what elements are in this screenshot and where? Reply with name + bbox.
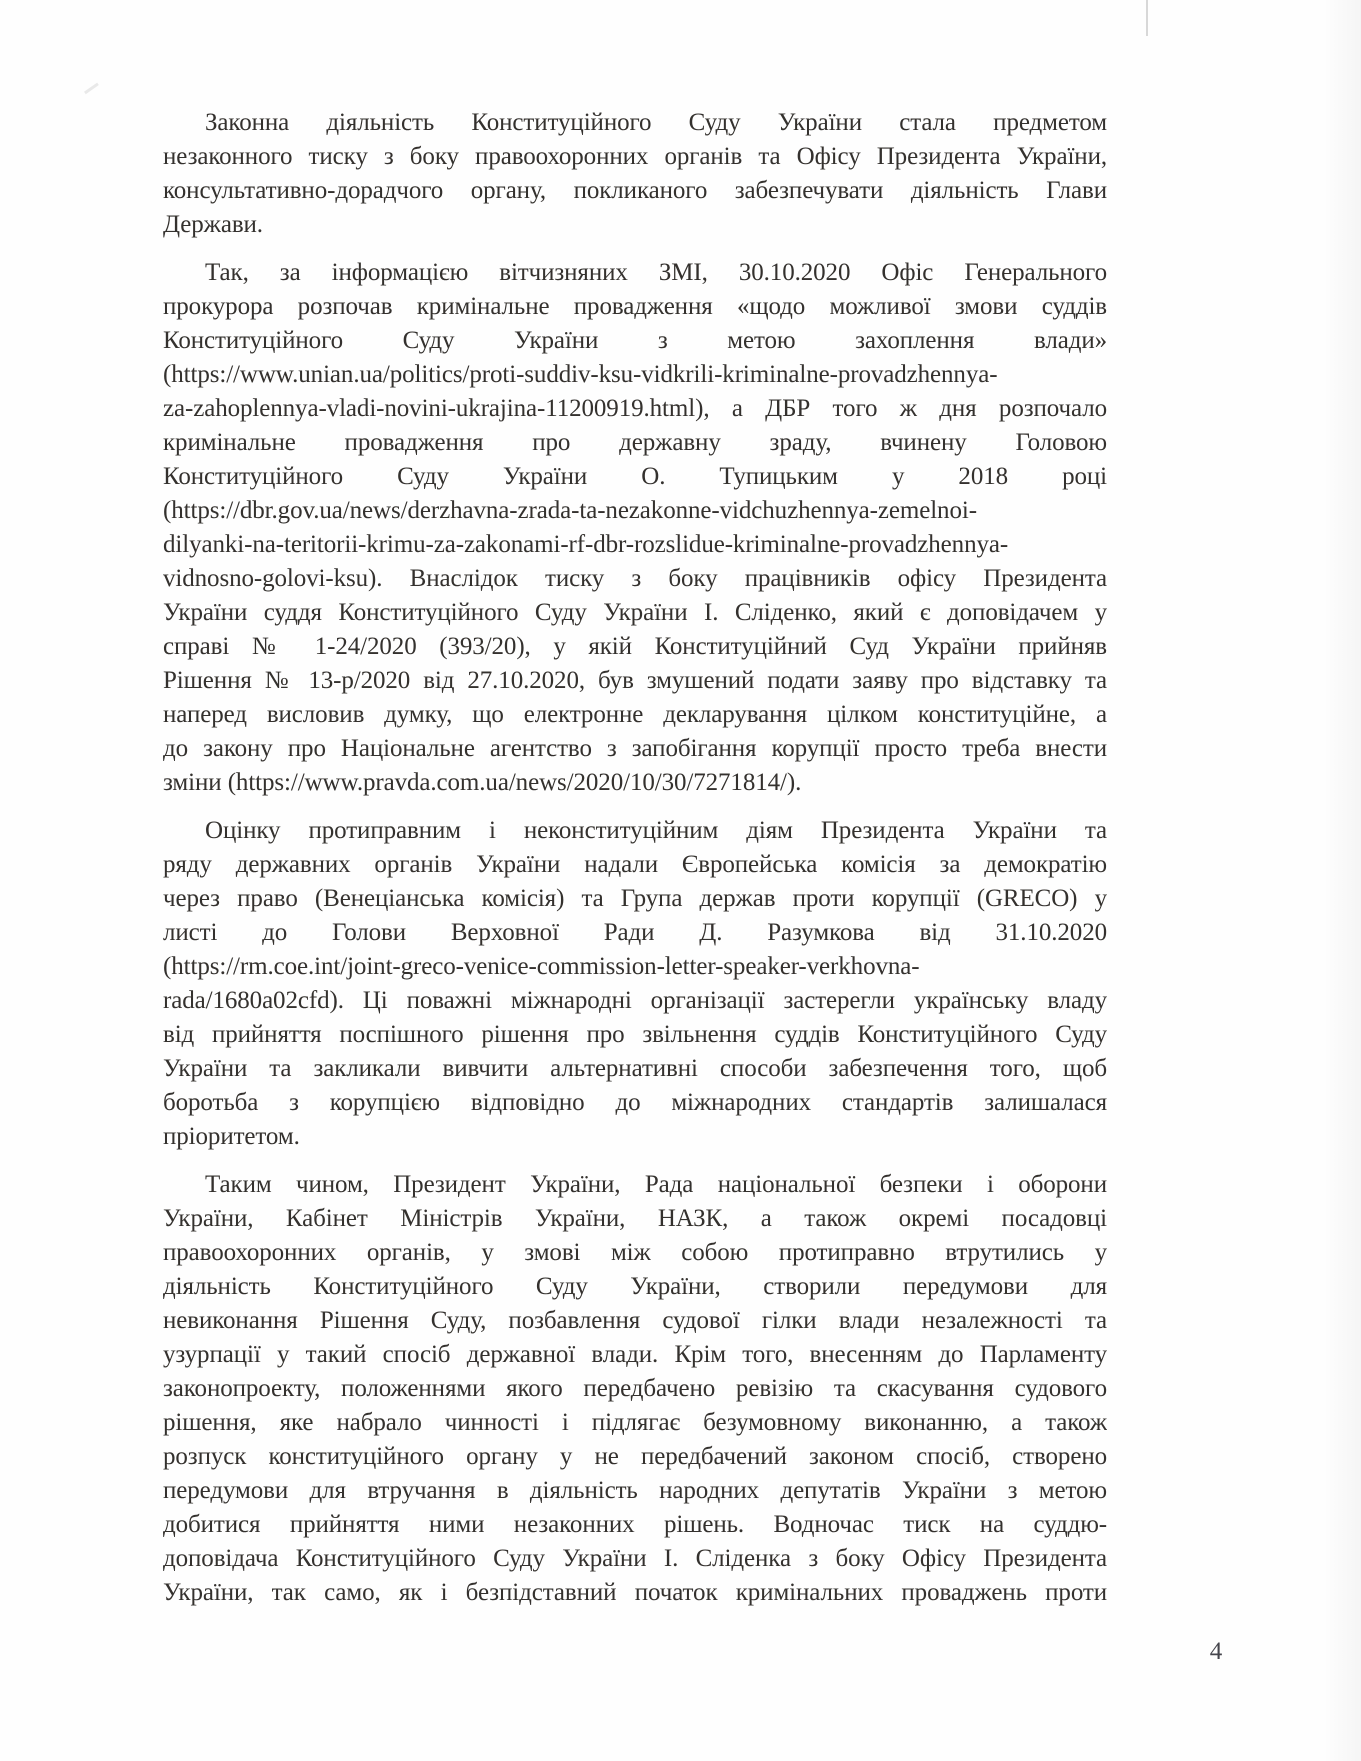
text-line: листі до Голови Верховної Ради Д. Разумкова від 31.10.2020 bbox=[163, 919, 1107, 946]
text-line: до закону про Національне агентство з запобігання корупції просто треба внести bbox=[163, 735, 1107, 762]
text-line: наперед висловив думку, що електронне декларування цілком конституційне, а bbox=[163, 701, 1107, 728]
text-line: Рішення № 13-р/2020 від 27.10.2020, був змушений подати заяву про відставку та bbox=[163, 667, 1107, 694]
text-block bbox=[163, 106, 1107, 1624]
text-line: dilyanki-na-teritorii-krimu-za-zakonami-rf-dbr-rozslidue-kriminalne-provadzhennya- bbox=[163, 531, 1009, 558]
text-line: Держави. bbox=[163, 211, 263, 238]
text-line: рішення, яке набрало чинності і підлягає безумовному виконанню, а також bbox=[163, 1409, 1107, 1436]
paragraph bbox=[163, 106, 1107, 242]
text-line: узурпації у такий спосіб державної влади. Крім того, внесенням до Парламенту bbox=[163, 1341, 1107, 1368]
paragraph bbox=[163, 1168, 1107, 1610]
scan-edge-shadow bbox=[1323, 0, 1361, 1761]
text-line: України суддя Конституційного Суду України І. Сліденко, який є доповідачем у bbox=[163, 599, 1107, 626]
text-line: добитися прийняття ними незаконних рішень. Водночас тиск на суддю- bbox=[163, 1511, 1107, 1538]
text-line: Оцінку протиправним і неконституційним діям Президента України та bbox=[205, 817, 1107, 844]
text-line: законопроекту, положеннями якого передбачено ревізію та скасування судового bbox=[163, 1375, 1107, 1402]
text-line: від прийняття поспішного рішення про звільнення суддів Конституційного Суду bbox=[163, 1021, 1107, 1048]
text-line: невиконання Рішення Суду, позбавлення судової гілки влади незалежності та bbox=[163, 1307, 1107, 1334]
text-line: України та закликали вивчити альтернативні способи забезпечення того, щоб bbox=[163, 1055, 1107, 1082]
text-line: справі № 1-24/2020 (393/20), у якій Конституційний Суд України прийняв bbox=[163, 633, 1107, 660]
text-line: Конституційного Суду України О. Тупицьким у 2018 році bbox=[163, 463, 1107, 490]
text-line: розпуск конституційного органу у не передбачений законом спосіб, створено bbox=[163, 1443, 1107, 1470]
text-line: України, Кабінет Міністрів України, НАЗК, а також окремі посадовці bbox=[163, 1205, 1107, 1232]
text-line: України, так само, як і безпідставний початок кримінальних проваджень проти bbox=[163, 1579, 1107, 1606]
text-line: rada/1680a02cfd). Ці поважні міжнародні організації застерегли українську владу bbox=[163, 987, 1107, 1014]
text-line: зміни (https://www.pravda.com.ua/news/2020/10/30/7271814/). bbox=[163, 769, 802, 796]
paragraph bbox=[163, 814, 1107, 1154]
text-line: ряду державних органів України надали Європейська комісія за демократію bbox=[163, 851, 1107, 878]
page-number: 4 bbox=[1209, 1638, 1223, 1665]
text-line: vidnosno-golovi-ksu). Внаслідок тиску з боку працівників офісу Президента bbox=[163, 565, 1107, 592]
text-line: передумови для втручання в діяльність народних депутатів України з метою bbox=[163, 1477, 1107, 1504]
text-line: діяльність Конституційного Суду України, створили передумови для bbox=[163, 1273, 1107, 1300]
text-line: Так, за інформацією вітчизняних ЗМІ, 30.10.2020 Офіс Генерального bbox=[205, 259, 1107, 286]
text-line: (https://rm.coe.int/joint-greco-venice-commission-letter-speaker-verkhovna- bbox=[163, 953, 920, 980]
text-line: пріоритетом. bbox=[163, 1123, 300, 1150]
scan-smudge-artifact bbox=[77, 73, 99, 94]
text-line: кримінальне провадження про державну зраду, вчинену Головою bbox=[163, 429, 1107, 456]
text-line: боротьба з корупцією відповідно до міжнародних стандартів залишалася bbox=[163, 1089, 1107, 1116]
text-line: доповідача Конституційного Суду України І. Сліденка з боку Офісу Президента bbox=[163, 1545, 1107, 1572]
text-line: незаконного тиску з боку правоохоронних органів та Офісу Президента України, bbox=[163, 143, 1107, 170]
text-line: Законна діяльність Конституційного Суду України стала предметом bbox=[205, 109, 1107, 136]
text-line: (https://www.unian.ua/politics/proti-suddiv-ksu-vidkrili-kriminalne-provadzhennya- bbox=[163, 361, 998, 388]
text-line: правоохоронних органів, у змові між собою протиправно втрутились у bbox=[163, 1239, 1107, 1266]
text-line: прокурора розпочав кримінальне провадження «щодо можливої змови суддів bbox=[163, 293, 1107, 320]
paragraph bbox=[163, 256, 1107, 800]
text-line: (https://dbr.gov.ua/news/derzhavna-zrada-ta-nezakonne-vidchuzhennya-zemelnoi- bbox=[163, 497, 977, 524]
text-line: Таким чином, Президент України, Рада національної безпеки і оборони bbox=[205, 1171, 1107, 1198]
text-line: Конституційного Суду України з метою захоплення влади» bbox=[163, 327, 1107, 354]
text-line: za-zahoplennya-vladi-novini-ukrajina-11200919.html), а ДБР того ж дня розпочало bbox=[163, 395, 1107, 422]
text-line: через право (Венеціанська комісія) та Група держав проти корупції (GRECO) у bbox=[163, 885, 1107, 912]
scan-line-artifact bbox=[1146, 0, 1148, 36]
text-line: консультативно-дорадчого органу, покликаного забезпечувати діяльність Глави bbox=[163, 177, 1107, 204]
